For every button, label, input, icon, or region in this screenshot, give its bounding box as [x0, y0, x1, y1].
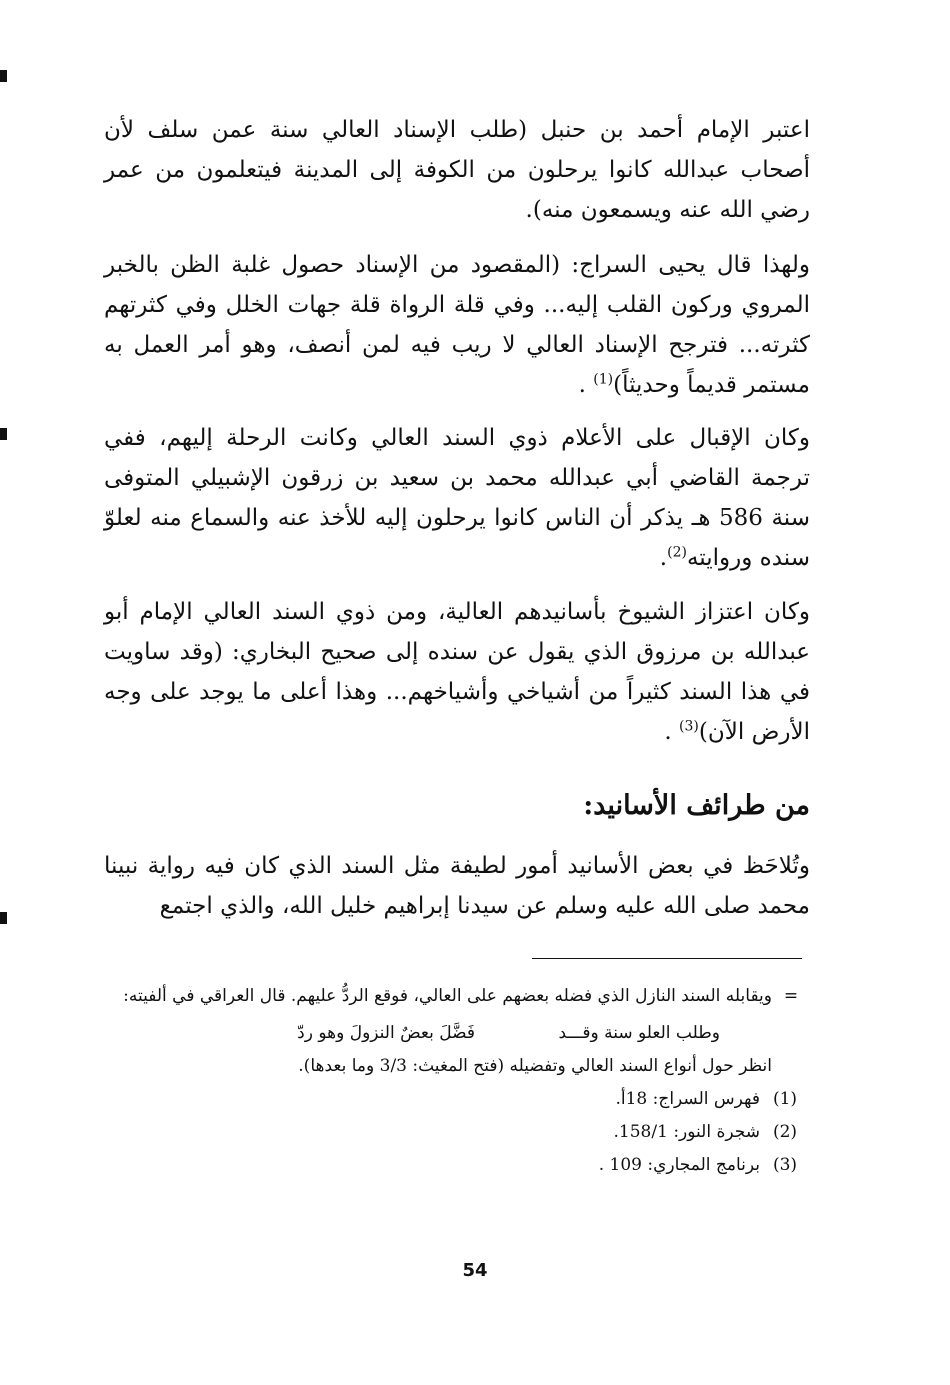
paragraph-3-body [104, 418, 810, 578]
paragraph-4 [104, 592, 810, 752]
see-also-text: انظر حول أنواع السند العالي وتفضيله (فتح المغيث: 3/3 وما بعدها). [298, 1056, 772, 1076]
footnote-number: (2) [772, 1122, 798, 1142]
paragraph-1 [104, 110, 810, 230]
paragraph-3-text: وكان الإقبال على الأعلام ذوي السند العالي وكانت الرحلة إليهم، ففي ترجمة القاضي أبي عبدالله محمد بن سعيد بن زرقون الإشبيلي المتوفى سنة 586 هـ يذكر أن الناس كانوا يرحلون إليه للأخذ عنه والسماع منه لعلوّ سنده وروايته [104, 425, 810, 571]
footnote-item [104, 1116, 810, 1149]
section-heading: من طرائف الأسانيد: [583, 790, 810, 821]
paragraph-2-end: . [578, 372, 586, 398]
footnote-item [104, 1083, 810, 1116]
paragraph-2 [104, 245, 810, 405]
footnote-text: برنامج المجاري: 109 . [598, 1155, 760, 1175]
page-number: 54 [462, 1260, 488, 1281]
verse-hemistich-1: وطلب العلو سنة وقـــد [558, 1023, 720, 1043]
continuation-text: ويقابله السند النازل الذي فضله بعضهم على العالي، فوقع الردُّ عليهم. قال العراقي في ألفيته: [123, 986, 772, 1006]
paragraph-2-text: ولهذا قال يحيى السراج: (المقصود من الإسناد حصول غلبة الظن بالخبر المروي وركون القلب إليه... وفي قلة الرواة قلة جهات الخلل وفي كثرتهم كثرته... فترجح الإسناد العالي لا ريب فيه لمن أنصف، وهو أمر العمل به مستمر قديماً وحديثاً) [104, 252, 810, 398]
paragraph-1-text: اعتبر الإمام أحمد بن حنبل (طلب الإسناد العالي سنة عمن سلف لأن أصحاب عبدالله كانوا يرحلون من الكوفة إلى المدينة فيتعلمون من عمر رضي الله عنه ويسمعون منه). [104, 117, 810, 223]
paragraph-3-end: . [659, 545, 668, 571]
scan-edge-mark [0, 912, 7, 924]
footnote-number: (3) [772, 1155, 798, 1175]
footnote-text: شجرة النور: 158/1. [613, 1122, 760, 1142]
footnote-ref-2: (2) [667, 544, 687, 561]
paragraph-3 [104, 418, 810, 578]
footnote-text: فهرس السراج: 18أ. [615, 1089, 760, 1109]
scan-edge-mark [0, 428, 7, 440]
footnote-see-also [104, 1050, 810, 1083]
footnote-continuation [104, 980, 810, 1013]
paragraph-4-end: . [664, 719, 672, 745]
footnote-ref-3: (3) [679, 718, 699, 735]
scan-edge-mark [0, 70, 7, 82]
footnote-ref-1: (1) [593, 371, 614, 388]
verse-hemistich-2: فَضَّلَ بعضٌ النزولَ وهو ردّ [297, 1023, 475, 1043]
paragraph-4-body [104, 592, 810, 752]
footnote-separator [532, 958, 802, 959]
footnote-item [104, 1149, 810, 1182]
verse [104, 1017, 810, 1050]
paragraph-5 [104, 846, 810, 926]
footnote-number: (1) [772, 1089, 798, 1109]
footnotes [104, 980, 810, 1182]
paragraph-2-body [104, 245, 810, 405]
paragraph-4-text: وكان اعتزاز الشيوخ بأسانيدهم العالية، ومن ذوي السند العالي الإمام أبو عبدالله بن مرزوق الذي يقول عن سنده إلى صحيح البخاري: (وقد ساويت في هذا السند كثيراً من أشياخي وأشياخهم... وهذا أعلى ما يوجد على وجه الأرض الآن) [104, 599, 810, 745]
continuation-marker: = [783, 986, 799, 1006]
paragraph-5-text: وتُلاحَظ في بعض الأسانيد أمور لطيفة مثل السند الذي كان فيه رواية نبينا محمد صلى الله عليه وسلم عن سيدنا إبراهيم خليل الله، والذي اجتمع [104, 853, 810, 919]
